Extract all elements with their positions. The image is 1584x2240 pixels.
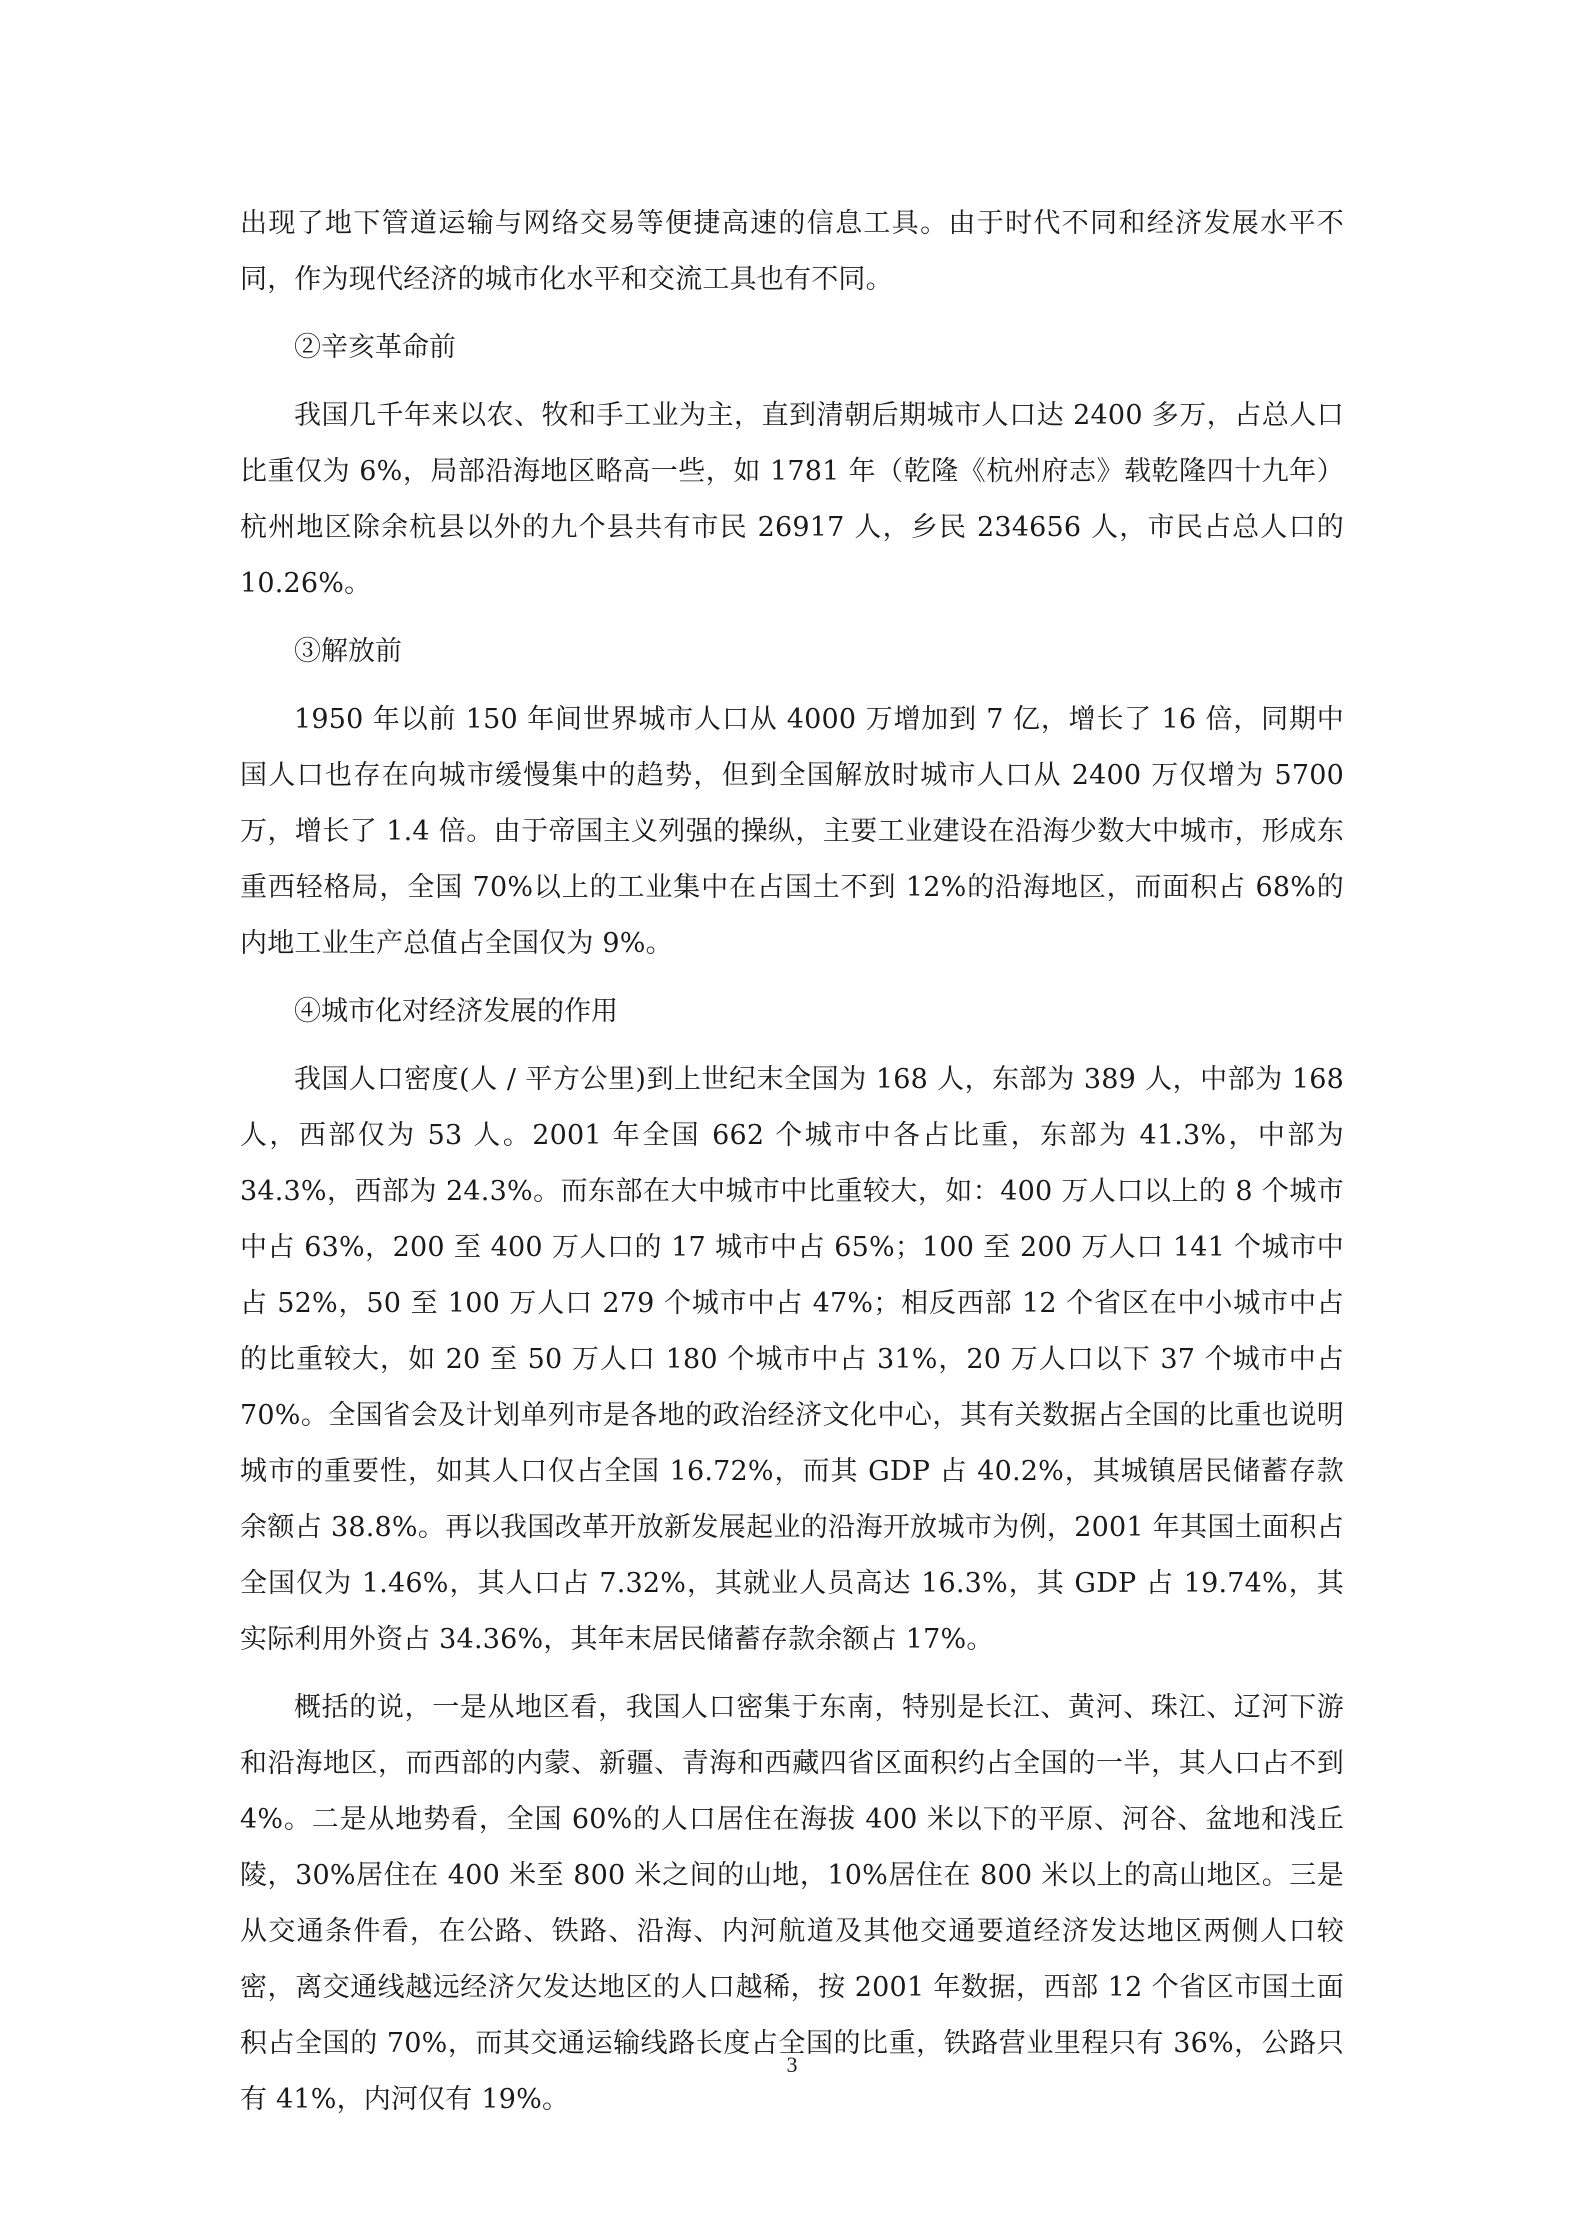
paragraph-qing-urban-population: 我国几千年来以农、牧和手工业为主，直到清朝后期城市人口达 2400 多万，占总人口比重仅为 6%，局部沿海地区略高一些，如 1781 年（乾隆《杭州府志》载乾隆四十九年）杭州地区除余杭县以外的九个县共有市民 26917 人，乡民 234656 人，市民占总人口的 10.26%。 — [240, 400, 1344, 599]
paragraph-summary: 概括的说，一是从地区看，我国人口密集于东南，特别是长江、黄河、珠江、辽河下游和沿海地区，而西部的内蒙、新疆、青海和西藏四省区面积约占全国的一半，其人口占不到 4%。二是从地势看，全国 60%的人口居住在海拔 400 米以下的平原、河谷、盆地和浅丘陵，30%居住在 400 米至 800 米之间的山地，10%居住在 800 米以上的高山地区。三是从交通条件看，在公路、铁路、沿海、内河航道及其他交通要道经济发达地区两侧人口较密，离交通线越远经济欠发达地区的人口越稀，按 2001 年数据，西部 12 个省区市国土面积占全国的 70%，而其交通运输线路长度占全国的比重，铁路营业里程只有 36%，公路只有 41%，内河仅有 19%。 — [240, 1692, 1344, 2115]
paragraph-pre-1950-urbanization: 1950 年以前 150 年间世界城市人口从 4000 万增加到 7 亿，增长了 16 倍，同期中国人口也存在向城市缓慢集中的趋势，但到全国解放时城市人口从 2400 万仅增为 5700 万，增长了 1.4 倍。由于帝国主义列强的操纵，主要工业建设在沿海少数大中城市，形成东重西轻格局，全国 70%以上的工业集中在占国土不到 12%的沿海地区，而面积占 68%的内地工业生产总值占全国仅为 9%。 — [240, 704, 1344, 959]
section-heading-urbanization-role: ④城市化对经济发展的作用 — [294, 996, 618, 1027]
paragraph-continuation: 出现了地下管道运输与网络交易等便捷高速的信息工具。由于时代不同和经济发展水平不同，作为现代经济的城市化水平和交流工具也有不同。 — [240, 208, 1344, 295]
document-body — [240, 196, 1344, 2140]
section-heading-before-1911-revolution: ②辛亥革命前 — [294, 332, 456, 363]
page-number: 3 — [786, 2052, 798, 2077]
section-heading-before-liberation: ③解放前 — [294, 636, 402, 667]
paragraph-population-density: 我国人口密度(人 / 平方公里)到上世纪末全国为 168 人，东部为 389 人，中部为 168 人，西部仅为 53 人。2001 年全国 662 个城市中各占比重，东部为 41.3%，中部为 34.3%，西部为 24.3%。而东部在大中城市中比重较大，如：400 万人口以上的 8 个城市中占 63%，200 至 400 万人口的 17 城市中占 65%；100 至 200 万人口 141 个城市中占 52%，50 至 100 万人口 279 个城市中占 47%；相反西部 12 个省区在中小城市中占的比重较大，如 20 至 50 万人口 180 个城市中占 31%，20 万人口以下 37 个城市中占 70%。全国省会及计划单列市是各地的政治经济文化中心，其有关数据占全国的比重也说明城市的重要性，如其人口仅占全国 16.72%，而其 GDP 占 40.2%，其城镇居民储蓄存款余额占 38.8%。再以我国改革开放新发展起业的沿海开放城市为例，2001 年其国土面积占全国仅为 1.46%，其人口占 7.32%，其就业人员高达 16.3%，其 GDP 占 19.74%，其实际利用外资占 34.36%，其年末居民储蓄存款余额占 17%。 — [240, 1064, 1344, 1655]
